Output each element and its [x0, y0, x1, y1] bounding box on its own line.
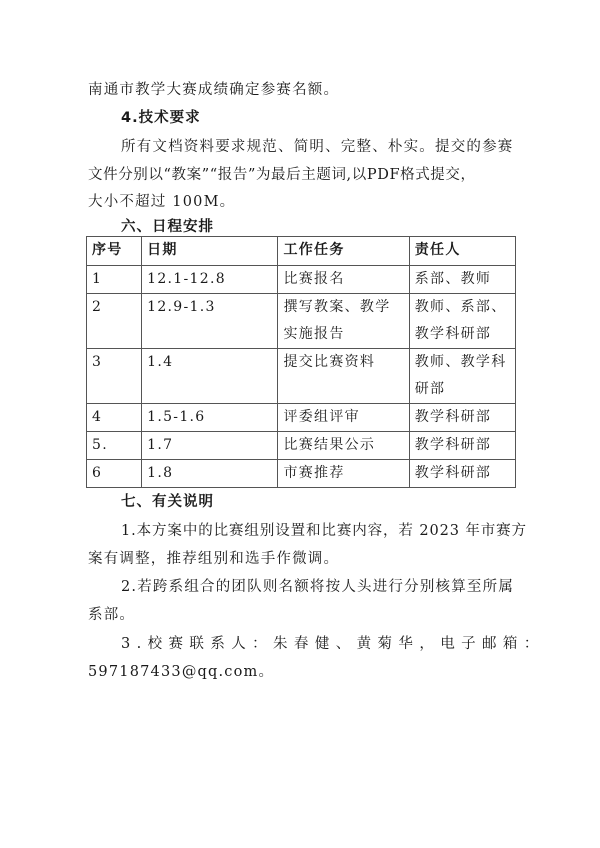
cell-date: 1.4 [142, 349, 278, 404]
schedule-table [86, 236, 516, 488]
header-task: 工作任务 [278, 237, 409, 266]
cell-date: 1.7 [142, 432, 278, 460]
paragraph-continuation: 南通市教学大赛成绩确定参赛名额。 [88, 82, 340, 98]
cell-task: 提交比赛资料 [278, 349, 409, 404]
cell-task: 评委组评审 [278, 404, 409, 432]
cell-task: 市赛推荐 [278, 460, 409, 488]
table-header-row [87, 237, 516, 266]
cell-no: 4 [87, 404, 142, 432]
cell-date: 1.5-1.6 [142, 404, 278, 432]
cell-no: 6 [87, 460, 142, 488]
cell-no: 3 [87, 349, 142, 404]
section4-heading: 4.技术要求 [121, 110, 201, 126]
cell-owner: 教学科研部 [409, 432, 515, 460]
section7-item2-line2: 系部。 [88, 607, 136, 623]
cell-owner: 教师、教学科研部 [409, 349, 515, 404]
section6-heading: 六、日程安排 [121, 219, 214, 235]
table-row [87, 460, 516, 488]
table-row [87, 266, 516, 294]
cell-owner: 教师、系部、教学科研部 [409, 294, 515, 349]
cell-owner: 教学科研部 [409, 460, 515, 488]
header-owner: 责任人 [409, 237, 515, 266]
table-row [87, 349, 516, 404]
table-row [87, 294, 516, 349]
section7-item1-line1: 1.本方案中的比赛组别设置和比赛内容，若 2023 年市赛方 [121, 523, 527, 539]
section4-text-line3: 大小不超过 100M。 [88, 194, 236, 210]
section7-item1-line2: 案有调整，推荐组别和选手作微调。 [88, 551, 340, 567]
section7-item3-line1: 3.校赛联系人：朱春健、黄菊华，电子邮箱： [121, 636, 545, 652]
cell-owner: 系部、教师 [409, 266, 515, 294]
cell-date: 12.1-12.8 [142, 266, 278, 294]
cell-date: 1.8 [142, 460, 278, 488]
cell-no: 2 [87, 294, 142, 349]
header-date: 日期 [142, 237, 278, 266]
section4-text-line1: 所有文档资料要求规范、简明、完整、朴实。提交的参赛 [121, 139, 514, 155]
cell-owner: 教学科研部 [409, 404, 515, 432]
cell-no: 1 [87, 266, 142, 294]
cell-task: 比赛结果公示 [278, 432, 409, 460]
section4-text-line2: 文件分别以“教案”“报告”为最后主题词,以PDF格式提交， [88, 167, 476, 183]
section7-item2-line1: 2.若跨系组合的团队则名额将按人头进行分别核算至所属 [121, 579, 515, 595]
section7-item3-email: 597187433@qq.com。 [88, 664, 275, 680]
cell-task: 撰写教案、教学实施报告 [278, 294, 409, 349]
cell-task: 比赛报名 [278, 266, 409, 294]
cell-no: 5. [87, 432, 142, 460]
cell-date: 12.9-1.3 [142, 294, 278, 349]
header-no: 序号 [87, 237, 142, 266]
table-row [87, 432, 516, 460]
section7-heading: 七、有关说明 [121, 494, 214, 510]
table-row [87, 404, 516, 432]
